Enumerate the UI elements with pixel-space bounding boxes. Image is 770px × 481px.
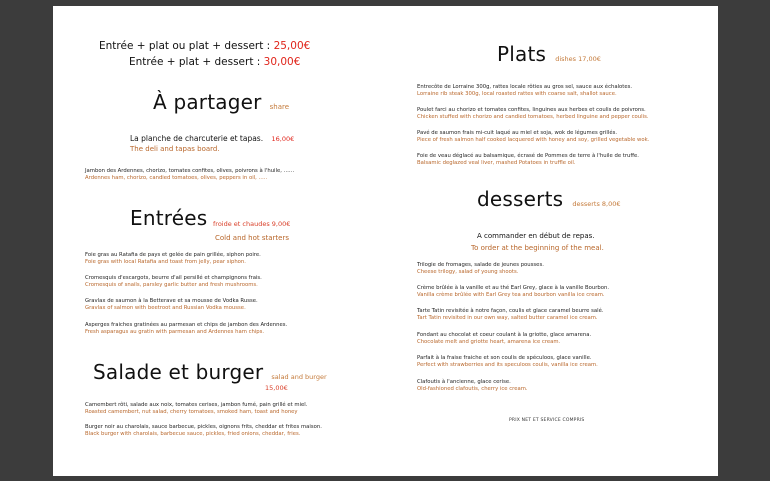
- section-salade-burger-price: 15,00€: [265, 384, 288, 392]
- dish-name-en: Perfect with strawberries and its speculoos coulis, vanilla ice cream.: [417, 362, 598, 368]
- a-partager-subtitle: [130, 134, 294, 143]
- formula-price-1: 25,00€: [273, 40, 311, 52]
- section-plats-heading: [497, 42, 601, 66]
- dessert-item: [417, 285, 609, 299]
- dish-name-fr: Camembert rôti, salade aux noix, tomates cerises, jambon fumé, pain grillé et miel.: [85, 402, 308, 408]
- dish-name-en: Roasted camembert, nut salad, cherry tomatoes, smoked ham, toast and honey: [85, 409, 298, 415]
- section-entrees-tag: froide et chaudes 9,00€: [213, 220, 291, 228]
- section-desserts-title: desserts: [477, 187, 564, 211]
- formula-line-1: [99, 40, 310, 52]
- dish-name-en: Lorraine rib steak 300g, local roasted rattes with coarse salt, shallot sauce.: [417, 91, 617, 97]
- dish-name-en: Black burger with charolais, barbecue sauce, pickles, fried onions, cheddar, fries.: [85, 431, 301, 437]
- formula-line-2: [129, 56, 300, 68]
- entree-item: [85, 298, 258, 312]
- section-entrees-subtitle: Cold and hot starters: [215, 234, 290, 242]
- dish-name-en: Fresh asparagus au gratin with parmesan and Ardennes ham chips.: [85, 329, 265, 335]
- footer-price-note: PRIX NET ET SERVICE COMPRIS: [509, 418, 585, 423]
- section-desserts-heading: [477, 187, 621, 211]
- dessert-item: [417, 355, 598, 369]
- dish-name-en: Ardennes ham, chorizo, candied tomatoes, olives, peppers in oil, …..: [85, 175, 268, 181]
- dish-name-en: Cheese trilogy, salad of young shoots.: [417, 269, 519, 275]
- formula-line-2-text: Entrée + plat + dessert :: [129, 56, 264, 68]
- entree-item: [85, 322, 287, 336]
- dish-name-en: Chocolate melt and griotte heart, amarena ice cream.: [417, 339, 561, 345]
- section-a-partager-heading: [153, 90, 289, 114]
- plat-item: [417, 84, 632, 98]
- dish-name-fr: Poulet farci au chorizo et tomates confites, linguines aux herbes et coulis de poivrons.: [417, 107, 646, 113]
- section-entrees-title: Entrées: [130, 206, 208, 230]
- salade-burger-item: [85, 402, 307, 416]
- section-plats-title: Plats: [497, 42, 547, 66]
- dish-name-fr: Entrecôte de Lorraine 300g, rattes locale rôties au gros sel, sauce aux échalotes.: [417, 84, 633, 90]
- dish-name-en: Old-fashioned clafoutis, cherry ice cream.: [417, 386, 528, 392]
- entree-item: [85, 275, 262, 289]
- dish-name-en: Tart Tatin revisited in our own way, salted butter caramel ice cream.: [417, 315, 598, 321]
- dish-name-en: Piece of fresh salmon half cooked lacquered with honey and soy, grilled vegetable wok.: [417, 137, 650, 143]
- a-partager-item: [85, 168, 294, 182]
- section-desserts-tag: desserts 8,00€: [572, 200, 621, 208]
- plat-item: [417, 107, 649, 121]
- dessert-item: [417, 332, 591, 346]
- dish-name-fr: Asperges fraiches gratinées au parmesan et chips de jambon des Ardennes.: [85, 322, 288, 328]
- section-salade-burger-tag: salad and burger: [271, 373, 327, 381]
- desserts-note-en: To order at the beginning of the meal.: [471, 244, 604, 252]
- dish-name-en: Gravlax of salmon with beetroot and Russian Vodka mousse.: [85, 305, 246, 311]
- entree-item: [85, 252, 261, 266]
- dish-name-fr: Foie gras au Ratafia de pays et gelée de pain grillée, siphon poire.: [85, 252, 261, 258]
- a-partager-subtitle-en: The deli and tapas board.: [130, 145, 220, 153]
- dish-name-en: Cromesquis of snails, parsley garlic butter and fresh mushrooms.: [85, 282, 258, 288]
- section-salade-burger-heading: [93, 360, 327, 384]
- a-partager-price: 16,00€: [271, 135, 295, 143]
- dish-name-fr: Foie de veau déglacé au balsamique, écrasé de Pommes de terre à l'huile de truffe.: [417, 153, 639, 159]
- dessert-item: [417, 262, 544, 276]
- dish-name-fr: Jambon des Ardennes, chorizo, tomates confites, olives, poivrons à l'huile, ……: [85, 168, 295, 174]
- dish-name-fr: Trilogie de fromages, salade de jeunes pousses.: [417, 262, 544, 268]
- desserts-note-fr: A commander en début de repas.: [477, 232, 595, 240]
- dish-name-en: Chicken stuffed with chorizo and candied tomatoes, herbed linguine and pepper coulis.: [417, 114, 649, 120]
- dish-name-fr: Tarte Tatin revisitée à notre façon, coulis et glace caramel beurre salé.: [417, 308, 604, 314]
- dish-name-en: Balsamic deglazed veal liver, mashed Potatoes in truffle oil.: [417, 160, 576, 166]
- section-plats-tag: dishes 17,00€: [555, 55, 601, 63]
- plat-item: [417, 130, 649, 144]
- dish-name-fr: Clafoutis à l'ancienne, glace cerise.: [417, 379, 511, 385]
- section-a-partager-tag: share: [269, 103, 290, 111]
- dish-name-fr: Pavé de saumon frais mi-cuit laqué au miel et soja, wok de légumes grillés.: [417, 130, 618, 136]
- formula-price-2: 30,00€: [263, 56, 301, 68]
- dish-name-fr: Parfait à la fraise fraiche et son coulis de spéculoos, glace vanille.: [417, 355, 592, 361]
- section-a-partager-title: À partager: [153, 90, 262, 114]
- formula-line-1-text: Entrée + plat ou plat + dessert :: [99, 40, 274, 52]
- section-salade-burger-title: Salade et burger: [93, 360, 264, 384]
- dish-name-fr: Cromesquis d'escargots, beurre d'ail persillé et champignons frais.: [85, 275, 262, 281]
- dish-name-fr: Gravlax de saumon à la Betterave et sa mousse de Vodka Russe.: [85, 298, 258, 304]
- dish-name-fr: Fondant au chocolat et coeur coulant à la griotte, glace amarena.: [417, 332, 592, 338]
- dish-name-fr: Crème brûlée à la vanille et au thé Earl Grey, glace à la vanille Bourbon.: [417, 285, 610, 291]
- salade-burger-item: [85, 424, 322, 438]
- dish-name-en: Foie gras with local Ratafia and toast from jelly, pear siphon.: [85, 259, 246, 265]
- plat-item: [417, 153, 639, 167]
- dessert-item: [417, 379, 528, 393]
- section-entrees-heading: [130, 206, 207, 230]
- dish-name-en: Vanilla crème brûlée with Earl Grey tea and bourbon vanilla ice cream.: [417, 292, 605, 298]
- a-partager-subtitle-fr: La planche de charcuterie et tapas.: [130, 134, 264, 143]
- dessert-item: [417, 308, 604, 322]
- dish-name-fr: Burger noir au charolais, sauce barbecue, pickles, oignons frits, cheddar et frites maison.: [85, 424, 322, 430]
- menu-page: [53, 6, 718, 476]
